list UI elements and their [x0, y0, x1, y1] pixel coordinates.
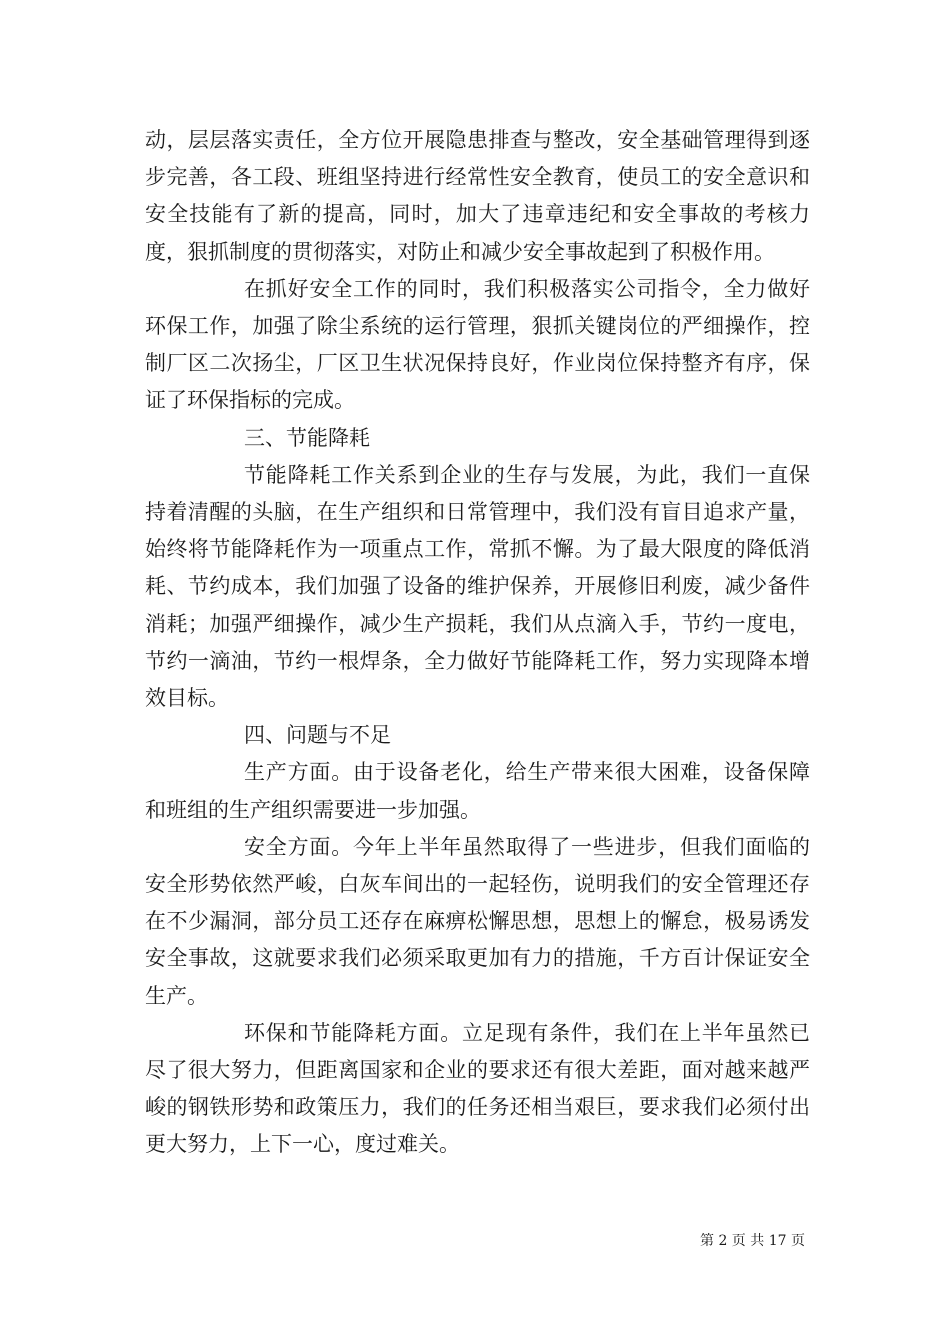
- section-heading-problems: 四、问题与不足: [244, 723, 391, 748]
- paragraph-production-issues: 生产方面。由于设备老化，给生产带来很大困难，设备保障和班组的生产组织需要进一步加强。: [145, 760, 810, 822]
- body-text: [145, 122, 810, 1164]
- paragraph-safety-responsibility: 动，层层落实责任，全方位开展隐患排查与整改，安全基础管理得到逐步完善，各工段、班组坚持进行经常性安全教育，使员工的安全意识和安全技能有了新的提高，同时，加大了违章违纪和安全事故的考核力度，狠抓制度的贯彻落实，对防止和减少安全事故起到了积极作用。: [145, 128, 810, 264]
- paragraph-safety-issues: 安全方面。今年上半年虽然取得了一些进步，但我们面临的安全形势依然严峻，白灰车间出的一起轻伤，说明我们的安全管理还存在不少漏洞，部分员工还存在麻痹松懈思想，思想上的懈怠，极易诱发安全事故，这就要求我们必须采取更加有力的措施，千方百计保证安全生产。: [145, 834, 810, 1008]
- section-heading-energy-saving: 三、节能降耗: [244, 425, 370, 450]
- paragraph-environmental-issues: 环保和节能降耗方面。立足现有条件，我们在上半年虽然已尽了很大努力，但距离国家和企业的要求还有很大差距，面对越来越严峻的钢铁形势和政策压力，我们的任务还相当艰巨，要求我们必须付出更大努力，上下一心，度过难关。: [145, 1020, 810, 1157]
- paragraph-energy-saving: 节能降耗工作关系到企业的生存与发展，为此，我们一直保持着清醒的头脑，在生产组织和日常管理中，我们没有盲目追求产量，始终将节能降耗作为一项重点工作，常抓不懈。为了最大限度的降低消耗、节约成本，我们加强了设备的维护保养，开展修旧利废，减少备件消耗；加强严细操作，减少生产损耗，我们从点滴入手，节约一度电，节约一滴油，节约一根焊条，全力做好节能降耗工作，努力实现降本增效目标。: [145, 462, 810, 711]
- page-number-footer: 第 2 页 共 17 页: [700, 1233, 805, 1249]
- paragraph-environmental-work: 在抓好安全工作的同时，我们积极落实公司指令，全力做好环保工作，加强了除尘系统的运行管理，狠抓关键岗位的严细操作，控制厂区二次扬尘，厂区卫生状况保持良好，作业岗位保持整齐有序，保证了环保指标的完成。: [145, 276, 810, 413]
